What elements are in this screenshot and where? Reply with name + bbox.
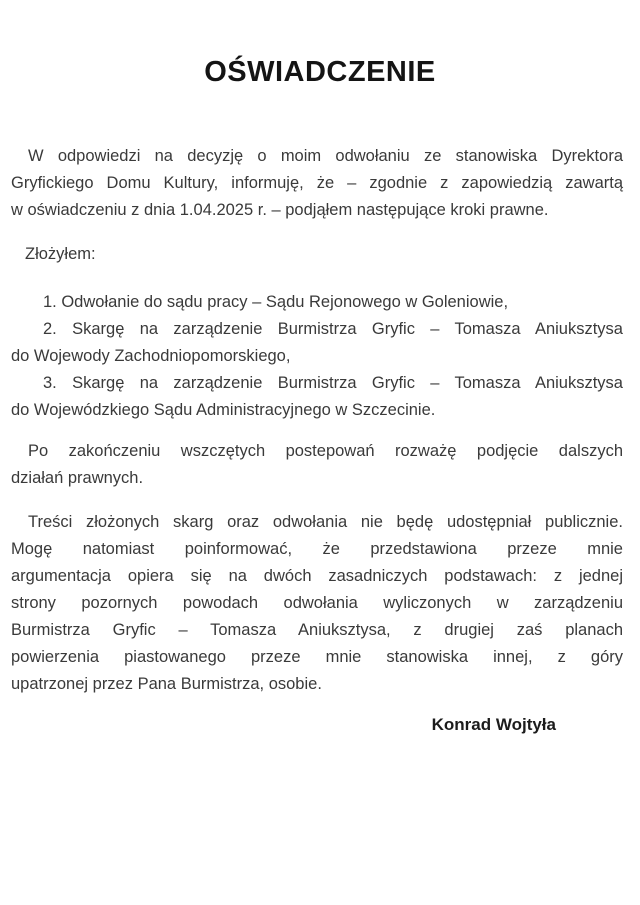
paragraph-proceedings-line-2: działań prawnych. xyxy=(11,469,144,487)
list-item-line: 1. Odwołanie do sądu pracy – Sądu Rejonowego w Goleniowie, xyxy=(43,293,509,311)
paragraph-disclosure-line-6: powierzenia piastowanego przeze mnie stanowiska innej, z góry xyxy=(11,648,623,666)
paragraph-disclosure-line-7: upatrzonej przez Pana Burmistrza, osobie. xyxy=(11,675,322,693)
list-item-line: do Wojewody Zachodniopomorskiego, xyxy=(11,347,291,365)
list-item-line: 2. Skargę na zarządzenie Burmistrza Gryfic – Tomasza Aniuksztysa xyxy=(43,320,623,338)
submitted-heading-label: Złożyłem: xyxy=(25,245,96,263)
paragraph-disclosure-line-3: argumentacja opiera się na dwóch zasadniczych podstawach: z jednej xyxy=(11,567,623,585)
submitted-heading xyxy=(11,241,623,268)
list-item-line: do Wojewódzkiego Sądu Administracyjnego w Szczecinie. xyxy=(11,401,436,419)
paragraph-disclosure-line-4: strony pozornych powodach odwołania wyliczonych w zarządzeniu xyxy=(11,594,623,612)
list-item-appeal-labor-court xyxy=(11,289,623,316)
paragraph-proceedings xyxy=(11,438,623,492)
paragraph-proceedings-line-1: Po zakończeniu wszczętych postepowań rozważę podjęcie dalszych xyxy=(28,442,623,460)
paragraph-disclosure-line-5: Burmistrza Gryfic – Tomasza Aniuksztysa, z drugiej zaś planach xyxy=(11,621,623,639)
paragraph-intro-line-1: W odpowiedzi na decyzję o moim odwołaniu ze stanowiska Dyrektora xyxy=(28,147,623,165)
list-item-complaint-administrative-court xyxy=(11,370,623,424)
signature-name: Konrad Wojtyła xyxy=(431,715,556,734)
paragraph-disclosure-line-1: Treści złożonych skarg oraz odwołania nie będę udostępniał publicznie. xyxy=(28,513,623,531)
paragraph-disclosure xyxy=(11,509,623,698)
legal-steps-list xyxy=(11,289,623,424)
paragraph-intro-line-3: w oświadczeniu z dnia 1.04.2025 r. – podjąłem następujące kroki prawne. xyxy=(11,201,549,219)
document-body xyxy=(0,143,640,738)
paragraph-intro-line-2: Gryfickiego Domu Kultury, informuję, że – zgodnie z zapowiedzią zawartą xyxy=(11,174,623,192)
document-title: OŚWIADCZENIE xyxy=(204,56,436,88)
list-item-line: 3. Skargę na zarządzenie Burmistrza Gryfic – Tomasza Aniuksztysa xyxy=(43,374,623,392)
paragraph-disclosure-line-2: Mogę natomiast poinformować, że przedstawiona przeze mnie xyxy=(11,540,623,558)
list-item-complaint-voivode xyxy=(11,316,623,370)
paragraph-intro xyxy=(11,143,623,224)
